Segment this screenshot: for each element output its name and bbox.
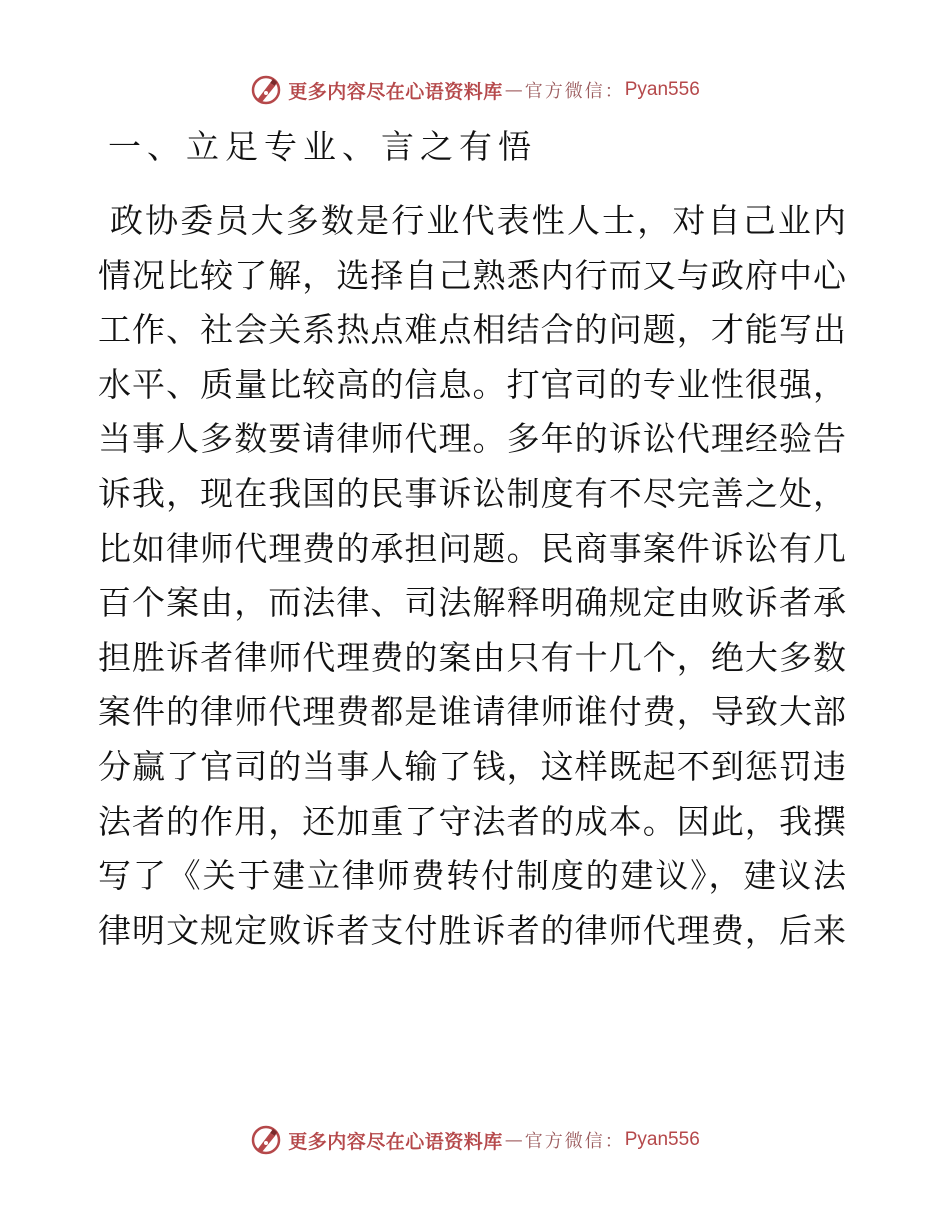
pen-logo-icon xyxy=(250,1124,282,1156)
body-line: 情况比较了解，选择自己熟悉内行而又与政府中心 xyxy=(98,255,846,295)
pen-logo-icon xyxy=(250,74,282,106)
body-line: 担胜诉者律师代理费的案由只有十几个，绝大多数 xyxy=(98,637,846,677)
body-line: 水平、质量比较高的信息。打官司的专业性很强， xyxy=(98,364,846,404)
body-line: 政协委员大多数是行业代表性人士，对自己业内 xyxy=(110,201,846,240)
banner-wechat-label: 官方微信： xyxy=(524,81,625,102)
body-line: 案件的律师代理费都是谁请律师谁付费，导致大部 xyxy=(98,692,846,732)
body-line: 写了《关于建立律师费转付制度的建议》，建议法 xyxy=(98,856,846,896)
banner-wechat-id: Pyan556 xyxy=(624,1129,700,1150)
body-line: 百个案由，而法律、司法解释明确规定由败诉者承 xyxy=(98,583,846,623)
banner-wechat-label: 官方微信： xyxy=(524,1131,625,1152)
body-line: 分赢了官司的当事人输了钱，这样既起不到惩罚违 xyxy=(98,746,846,786)
body-line: 比如律师代理费的承担问题。民商事案件诉讼有几 xyxy=(98,528,846,568)
banner-separator: — xyxy=(504,1129,523,1151)
body-line: 律明文规定败诉者支付胜诉者的律师代理费，后来 xyxy=(98,910,846,950)
banner-site-text: 更多内容尽在心语资料库 xyxy=(288,1130,503,1153)
footer-banner xyxy=(0,1120,950,1160)
banner-wechat-id: Pyan556 xyxy=(624,79,700,100)
body-line: 工作、社会关系热点难点相结合的问题，才能写出 xyxy=(98,310,846,350)
body-line: 当事人多数要请律师代理。多年的诉讼代理经验告 xyxy=(98,419,846,459)
body-paragraph xyxy=(98,194,846,958)
banner-separator: — xyxy=(504,79,523,101)
header-banner xyxy=(0,70,950,110)
section-heading: 一、立足专业、言之有悟 xyxy=(108,127,537,166)
banner-site-text: 更多内容尽在心语资料库 xyxy=(288,80,503,103)
body-line: 法者的作用，还加重了守法者的成本。因此，我撰 xyxy=(98,801,846,841)
body-line: 诉我，现在我国的民事诉讼制度有不尽完善之处， xyxy=(98,473,846,513)
